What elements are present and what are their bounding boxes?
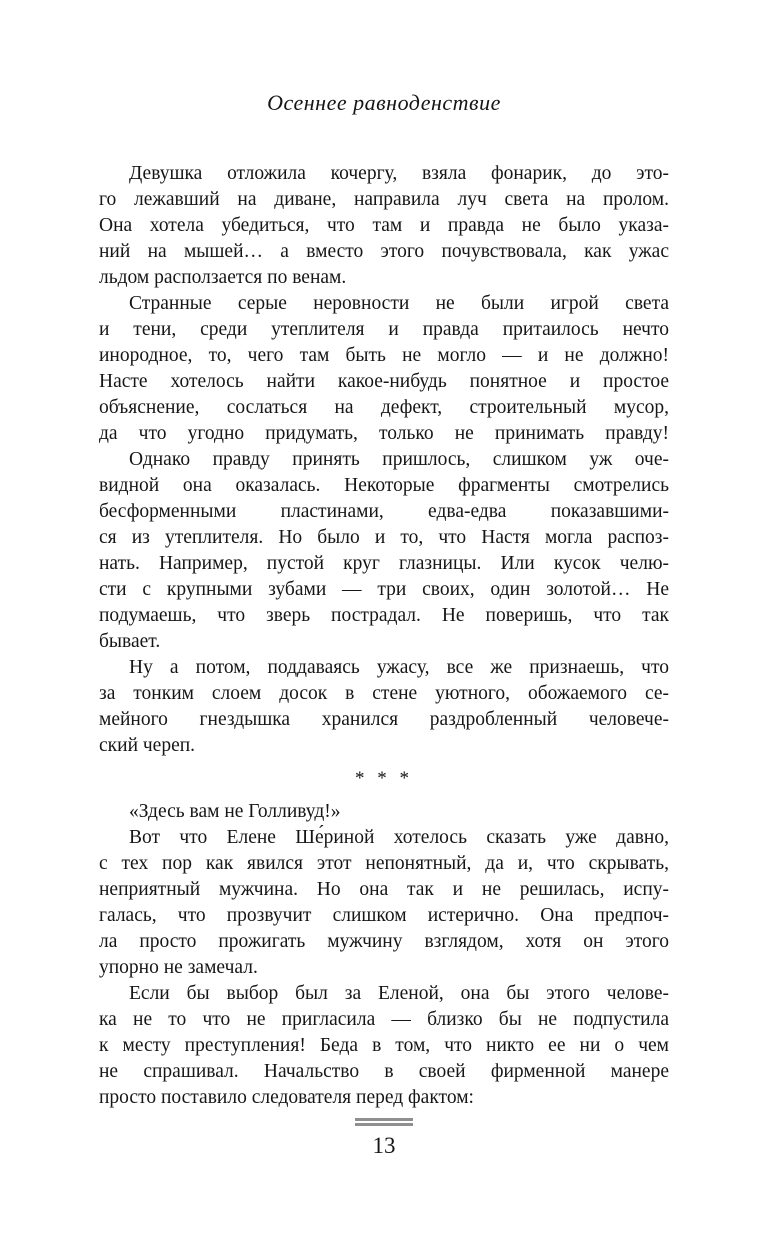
paragraph	[99, 799, 669, 825]
paragraph	[99, 655, 669, 759]
text-line: с тех пор как явился этот непонятный, да и, что скрывать,	[99, 853, 669, 874]
text-line: и тени, среди утеплителя и правда притаилось нечто	[99, 319, 669, 340]
paragraph	[99, 161, 669, 291]
text-line: бесформенными пластинами, едва-едва показавшими-	[99, 501, 669, 522]
text-line: го лежавший на диване, направила луч света на пролом.	[99, 189, 669, 210]
text-line: не спрашивал. Начальство в своей фирменной манере	[99, 1061, 669, 1082]
text-line: Вот что Елене Ше́риной хотелось сказать уже давно,	[129, 827, 669, 848]
text-line: Ну а потом, поддаваясь ужасу, все же признаешь, что	[129, 657, 669, 678]
text-line: ка не то что не пригласила — близко бы не подпустила	[99, 1009, 669, 1030]
paragraph	[99, 447, 669, 655]
body-text	[99, 161, 669, 1111]
running-head-title: Осеннее равноденствие	[267, 90, 501, 115]
page-number: 13	[372, 1133, 396, 1158]
footer-rule-bottom	[355, 1123, 413, 1126]
paragraph	[99, 825, 669, 981]
text-line: да что угодно придумать, только не принимать правду!	[99, 423, 669, 444]
footer-rule-top	[355, 1118, 413, 1121]
text-line: Однако правду принять пришлось, слишком уж оче-	[129, 449, 669, 470]
text-line: «Здесь вам не Голливуд!»	[129, 801, 341, 822]
text-line: галась, что прозвучит слишком истерично. Она предпоч-	[99, 905, 669, 926]
text-line: за тонким слоем досок в стене уютного, обожаемого се-	[99, 683, 669, 704]
text-line: неприятный мужчина. Но она так и не решилась, испу-	[99, 879, 669, 900]
footer-ornament	[355, 1118, 413, 1126]
text-line: Если бы выбор был за Еленой, она бы этого челове-	[129, 983, 669, 1004]
text-line: к месту преступления! Беда в том, что никто ее ни о чем	[99, 1035, 669, 1056]
text-line: нать. Например, пустой круг глазницы. Или кусок челю-	[99, 553, 669, 574]
text-line: ский череп.	[99, 735, 196, 756]
text-line: Она хотела убедиться, что там и правда не было указа-	[99, 215, 669, 236]
text-line: бывает.	[99, 631, 161, 652]
paragraph	[99, 291, 669, 447]
paragraph	[99, 981, 669, 1111]
text-line: объяснение, сослаться на дефект, строительный мусор,	[99, 397, 669, 418]
page-footer	[99, 1118, 669, 1159]
text-line: видной она оказалась. Некоторые фрагменты смотрелись	[99, 475, 669, 496]
section-separator: * * *	[355, 768, 413, 789]
text-line: ся из утеплителя. Но было и то, что Настя могла распоз-	[99, 527, 669, 548]
text-line: мейного гнездышка хранился раздробленный человече-	[99, 709, 669, 730]
text-line: льдом расползается по венам.	[99, 267, 347, 288]
text-line: упорно не замечал.	[99, 957, 258, 978]
text-line: Насте хотелось найти какое-нибудь понятное и простое	[99, 371, 669, 392]
text-line: подумаешь, что зверь пострадал. Не поверишь, что так	[99, 605, 669, 626]
text-line: ла просто прожигать мужчину взглядом, хотя он этого	[99, 931, 669, 952]
text-line: Девушка отложила кочергу, взяла фонарик, до это-	[129, 163, 669, 184]
text-line: просто поставило следователя перед фактом:	[99, 1087, 474, 1108]
text-line: сти с крупными зубами — три своих, один золотой… Не	[99, 579, 669, 600]
text-line: инородное, то, чего там быть не могло — и не должно!	[99, 345, 669, 366]
text-line: Странные серые неровности не были игрой света	[129, 293, 669, 314]
text-line: ний на мышей… а вместо этого почувствовала, как ужас	[99, 241, 669, 262]
